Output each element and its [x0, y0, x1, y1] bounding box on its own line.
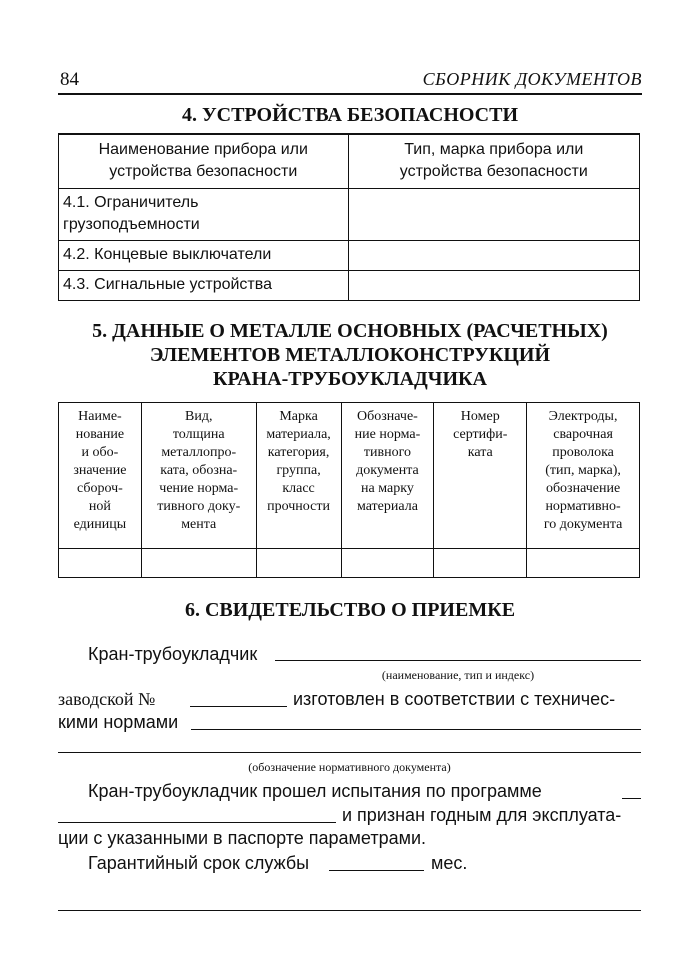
row-load-limiter: 4.1. Ограничитель грузоподъемности — [59, 188, 349, 240]
norms-blank-line2 — [58, 752, 641, 753]
caption-name-type-index: (наименование, тип и индекс) — [381, 668, 535, 682]
header-device-name: Наименование прибора или устройства безопасности — [59, 134, 349, 188]
running-header — [58, 69, 642, 95]
norms-blank — [191, 729, 641, 730]
table-row — [59, 188, 640, 240]
made-according-text: изготовлен в соответствии с техничес- — [293, 689, 616, 709]
table-row — [59, 270, 640, 300]
page-number: 84 — [60, 69, 79, 90]
table-header-row — [59, 403, 640, 549]
header-material-grade: Марка материала, категория, группа, класс прочности — [256, 403, 341, 549]
program-blank-line2 — [58, 822, 336, 823]
header-rolled-metal: Вид, толщина металлопро- ката, обозна- чение норма- тивного доку- мента — [141, 403, 256, 549]
header-assembly-unit: Наиме- нование и обо- значение сбороч- ной единицы — [59, 403, 142, 549]
empty-cell — [434, 549, 527, 578]
fit-for-operation-text: и признан годным для эксплуата- — [342, 805, 622, 825]
safety-devices-table — [58, 133, 640, 301]
table-row — [59, 549, 640, 578]
header-certificate-number: Номер сертифи- ката — [434, 403, 527, 549]
empty-cell — [527, 549, 640, 578]
factory-number-label: заводской № — [58, 689, 156, 709]
factory-number-blank — [190, 706, 287, 707]
row-limit-switches: 4.2. Концевые выключатели — [59, 240, 349, 270]
header-electrodes: Электроды, сварочная проволока (тип, марка), обозначение нормативно- го документа — [527, 403, 640, 549]
empty-cell — [141, 549, 256, 578]
empty-cell — [256, 549, 341, 578]
warranty-blank — [329, 870, 424, 871]
section5-title: 5. ДАННЫЕ О МЕТАЛЛЕ ОСНОВНЫХ (РАСЧЕТНЫХ) ЭЛЕМЕНТОВ МЕТАЛЛОКОНСТРУКЦИЙ КРАНА-ТРУБОУКЛАДЧИКА — [92, 320, 608, 390]
warranty-label: Гарантийный срок службы — [88, 853, 310, 873]
row-signal-devices: 4.3. Сигнальные устройства — [59, 270, 349, 300]
header-device-type: Тип, марка прибора или устройства безопасности — [348, 134, 639, 188]
row-signal-devices-type — [348, 270, 639, 300]
crane-name-blank — [275, 660, 641, 661]
section4-title: 4. УСТРОЙСТВА БЕЗОПАСНОСТИ — [181, 104, 519, 126]
row-limit-switches-type — [348, 240, 639, 270]
table-header-row — [59, 134, 640, 188]
metal-data-table — [58, 402, 640, 578]
header-material-standard: Обозначе- ние норма- тивного документа на марку материала — [341, 403, 434, 549]
caption-normative-document: (обозначение нормативного документа) — [248, 760, 451, 774]
passed-tests-text: Кран-трубоукладчик прошел испытания по программе — [88, 781, 542, 801]
program-blank — [622, 798, 641, 799]
empty-cell — [341, 549, 434, 578]
row-load-limiter-type — [348, 188, 639, 240]
passport-params-text: ции с указанными в паспорте параметрами. — [58, 828, 427, 848]
empty-cell — [59, 549, 142, 578]
running-title: СБОРНИК ДОКУМЕНТОВ — [422, 69, 642, 89]
section6-title: 6. СВИДЕТЕЛЬСТВО О ПРИЕМКЕ — [184, 599, 516, 621]
crane-label: Кран-трубоукладчик — [88, 644, 258, 664]
months-label: мес. — [431, 853, 468, 873]
bottom-blank-line — [58, 910, 641, 911]
table-row — [59, 240, 640, 270]
norms-label: кими нормами — [58, 712, 179, 732]
